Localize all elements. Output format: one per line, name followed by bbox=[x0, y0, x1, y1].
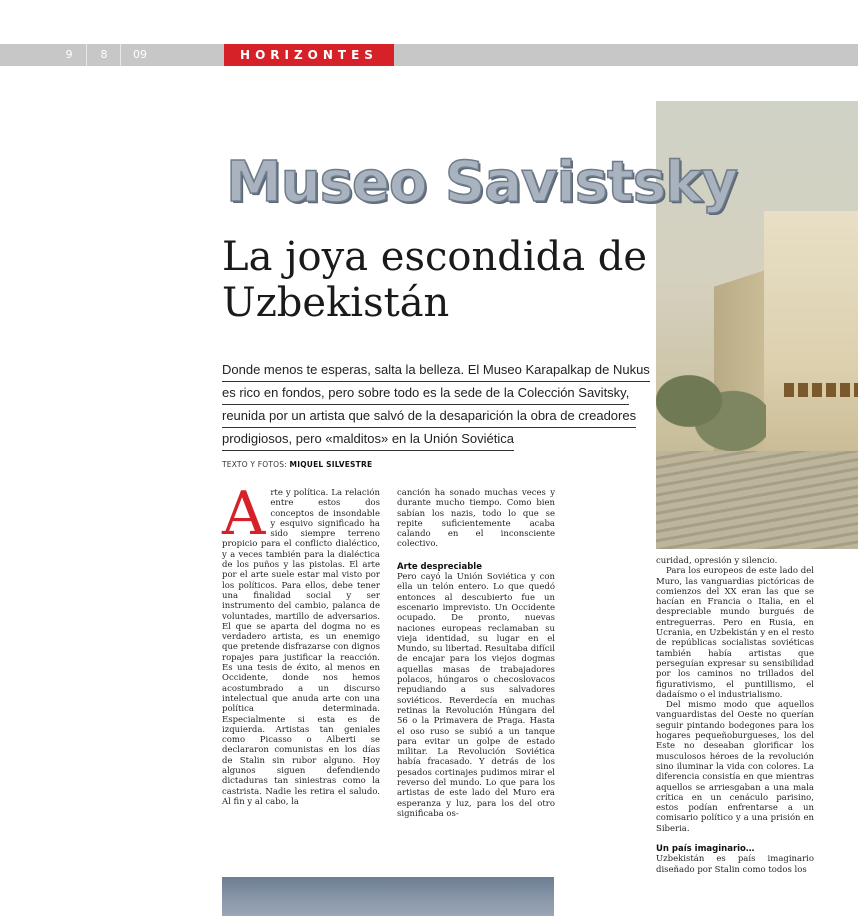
article-subtitle: La joya escondida de Uzbekistán bbox=[222, 234, 648, 326]
byline-label: TEXTO Y FOTOS: bbox=[222, 460, 287, 469]
page-number: 09 bbox=[120, 44, 159, 66]
body-paragraph: rte y política. La relación entre estos dos conceptos de insondable y esquivo significado ha sido siempre terreno propicio para el conflicto dialéctico, y a veces también para la dialéctica de los puños y las pistolas. El arte por el arte suele estar mal visto por los políticos. Para ellos, debe tener una finalidad social y ser instrumento del cambio, palanca de voluntades, martillo de adversarios. El que se aparta del dogma no es verdadero artista, es un enemigo que pretende disfrazarse con dignos ropajes para justificar la reacción. Es una tesis de éxito, al menos en Occidente, donde nos hemos acostumbrado a un discurso intelectual que anuda arte con una política determinada. Especialmente si esta es de izquierda. Artistas tan geniales como Picasso o Alberti se declararon comunistas en los días de Stalin sin rubor alguno. Hoy algunos siguen defendiendo dictaduras tan siniestras como la castrista. Nadie les retira el saludo. Al fin y al cabo, la bbox=[222, 488, 380, 807]
page-number: 8 bbox=[86, 44, 121, 66]
byline-author: MIQUEL SILVESTRE bbox=[289, 460, 373, 469]
article-photo bbox=[222, 877, 554, 916]
page-number: 9 bbox=[65, 48, 73, 61]
body-paragraph: Uzbekistán es país imaginario diseñado por Stalin como todos los bbox=[656, 854, 814, 875]
lead-line: Donde menos te esperas, salta la belleza. El Museo Karapalkap de Nukus bbox=[222, 359, 650, 382]
article-lead bbox=[222, 359, 650, 451]
lead-line: es rico en fondos, pero sobre todo es la sede de la Colección Savitsky, bbox=[222, 382, 629, 405]
body-paragraph: Pero cayó la Unión Soviética y con ella un telón entero. Lo que quedó entonces al descubierto fue un escenario imprevisto. Un Occidente ocupado. De pronto, nuevas naciones europeas reclamaban su vieja identidad, su lugar en el Mundo, su libertad. Resultaba difícil de encajar para los viejos dogmas aquellas masas de trabajadores polacos, húngaros o checoslovacos repudiando a sus salvadores soviéticos. Reverdecía en muchas retinas la Revolución Húngara del 56 o la Primavera de Praga. Hasta el oso ruso se subió a un tanque para evitar un golpe de estado militar. La Revolución Soviética había fracasado. Y detrás de los pesados cortinajes pudimos mirar el reverso del mundo. Lo que para los artistas de este lado del Muro era esperanza y luz, para los del otro significaba os- bbox=[397, 572, 555, 819]
body-paragraph: canción ha sonado muchas veces y durante mucho tiempo. Como bien sabían los nazis, todo lo que se repite suficientemente acaba calando en el inconsciente colectivo. bbox=[397, 488, 555, 550]
lead-line: prodigiosos, pero «malditos» en la Unión Soviética bbox=[222, 428, 514, 451]
section-heading: Arte despreciable bbox=[397, 561, 482, 572]
byline bbox=[222, 460, 372, 469]
text-column-2 bbox=[397, 488, 555, 819]
drop-cap: A bbox=[222, 479, 266, 549]
section-label: HORIZONTES bbox=[224, 44, 394, 66]
body-paragraph: curidad, opresión y silencio. bbox=[656, 556, 778, 566]
lead-line: reunida por un artista que salvó de la desaparición la obra de creadores bbox=[222, 405, 636, 428]
body-paragraph: Del mismo modo que aquellos vanguardistas del Oeste no querían seguir pintando bodegones para los hogares pequeñoburgueses, los del Este no deseaban glorificar los musculosos héroes de la revolución sino iluminar la vida con colores. La diferencia consistía en que mientras aquellos se arriesgaban a una mala crítica en un cenáculo parisino, estos podían enfrentarse a un comisario político y a una prisión en Siberia. bbox=[656, 700, 814, 834]
text-column-1 bbox=[222, 479, 380, 807]
section-heading: Un país imaginario… bbox=[656, 844, 755, 855]
text-column-3 bbox=[656, 556, 814, 875]
body-paragraph: Para los europeos de este lado del Muro, las vanguardias pictóricas de comienzos del XX eran las que se hacían en Francia o Italia, en el despreciable mundo burgués de entreguerras. Pero en Rusia, en Ucrania, en Uzbekistán y en el resto de repúblicas socialistas soviéticas también había artistas que perseguían expresar su sensibilidad por los caminos no trillados del figurativismo, el puntillismo, el dadaísmo o el industrialismo. bbox=[656, 566, 814, 700]
article-title: Museo Savistsky bbox=[226, 150, 737, 215]
